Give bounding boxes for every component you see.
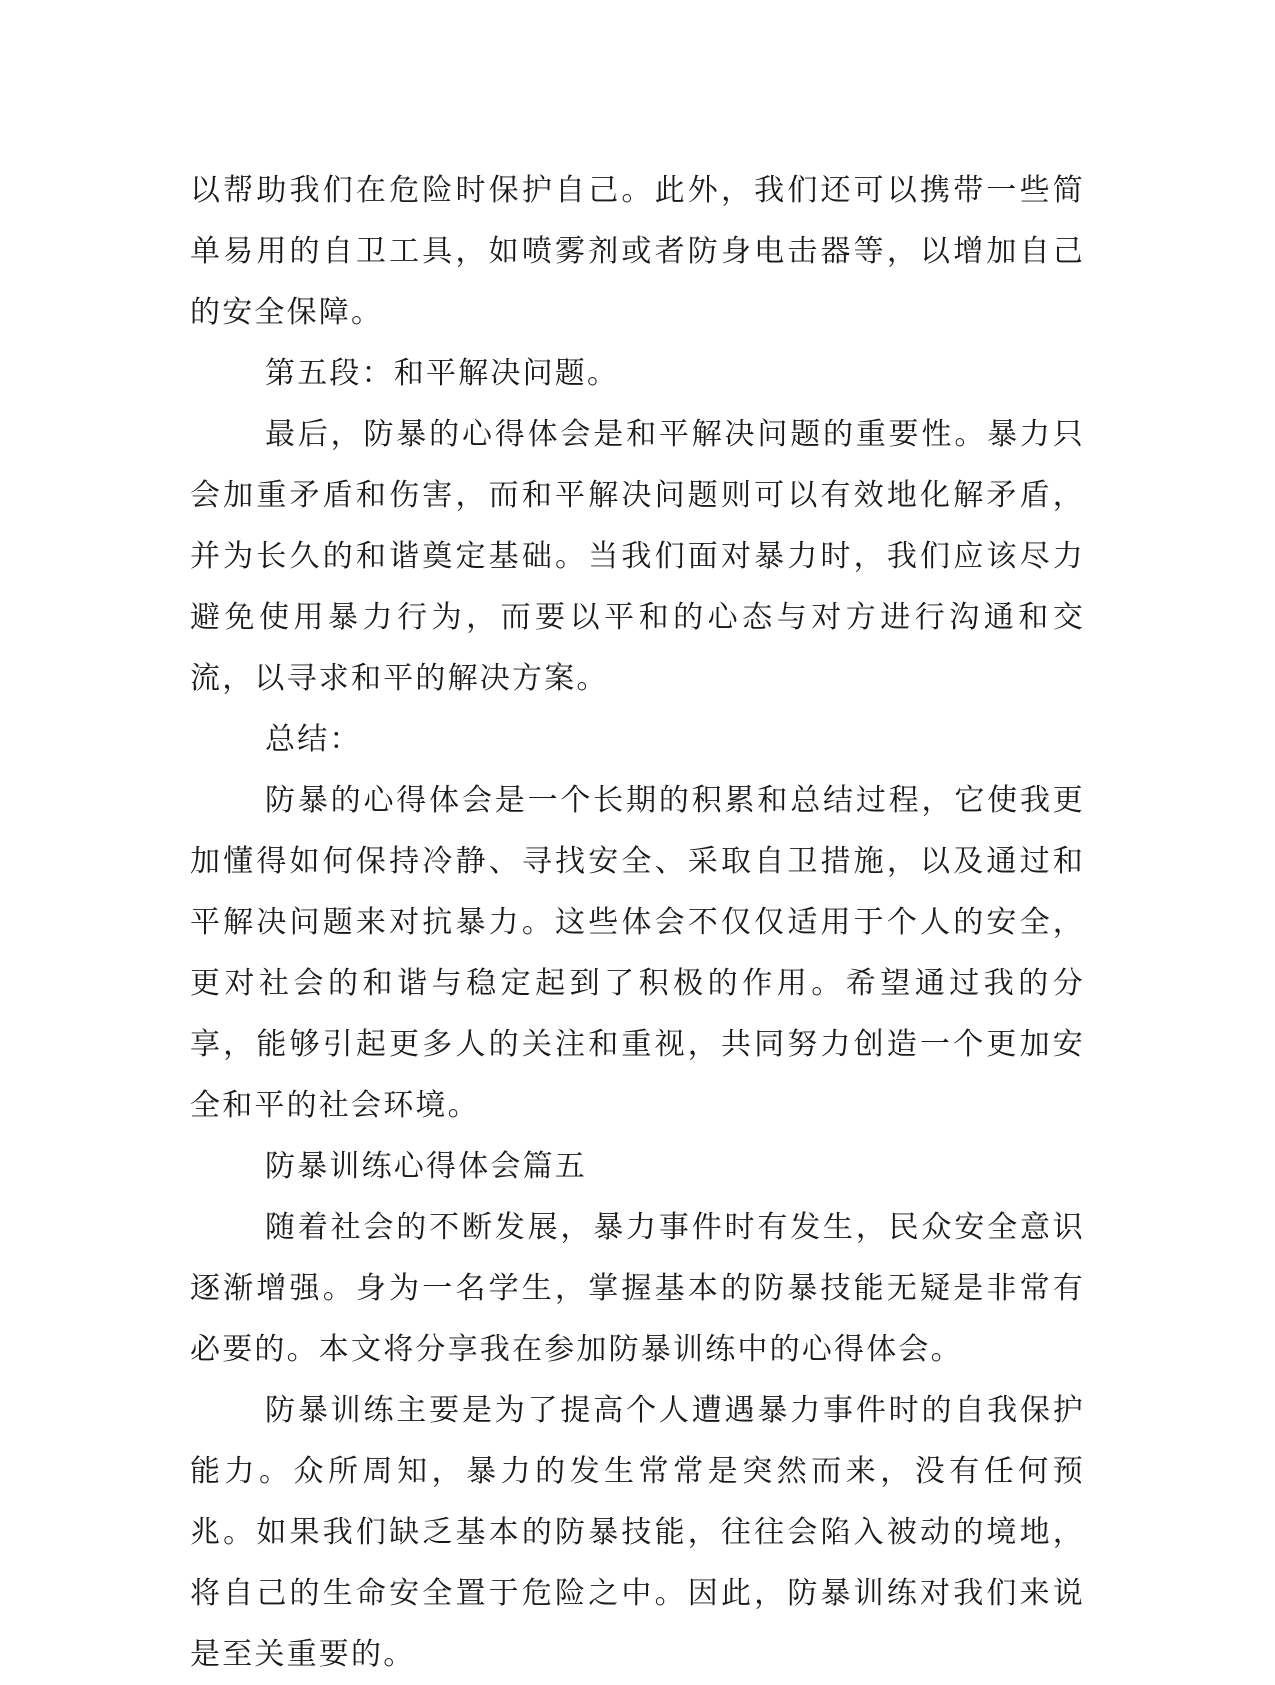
paragraph-peaceful-resolution: 最后，防暴的心得体会是和平解决问题的重要性。暴力只会加重矛盾和伤害，而和平解决问题则可以有效地化解矛盾，并为长久的和谐奠定基础。当我们面对暴力时，我们应该尽力避免使用暴力行为，而要以平和的心态与对方进行沟通和交流，以寻求和平的解决方案。	[190, 417, 1085, 696]
section-heading-part-five: 第五段：和平解决问题。	[265, 356, 620, 391]
paragraph-training-purpose: 防暴训练主要是为了提高个人遭遇暴力事件时的自我保护能力。众所周知，暴力的发生常常是突然而来，没有任何预兆。如果我们缺乏基本的防暴技能，往往会陷入被动的境地，将自己的生命安全置于危险之中。因此，防暴训练对我们来说是至关重要的。	[190, 1393, 1085, 1672]
body-text	[190, 160, 1085, 1685]
section-heading-summary: 总结：	[265, 722, 362, 757]
article-title-part-five: 防暴训练心得体会篇五	[265, 1149, 587, 1184]
paragraph-intro: 随着社会的不断发展，暴力事件时有发生，民众安全意识逐渐增强。身为一名学生，掌握基本的防暴技能无疑是非常有必要的。本文将分享我在参加防暴训练中的心得体会。	[190, 1210, 1085, 1367]
paragraph-summary: 防暴的心得体会是一个长期的积累和总结过程，它使我更加懂得如何保持冷静、寻找安全、采取自卫措施，以及通过和平解决问题来对抗暴力。这些体会不仅仅适用于个人的安全，更对社会的和谐与稳定起到了积极的作用。希望通过我的分享，能够引起更多人的关注和重视，共同努力创造一个更加安全和平的社会环境。	[190, 783, 1085, 1123]
paragraph-continuation: 以帮助我们在危险时保护自己。此外，我们还可以携带一些简单易用的自卫工具，如喷雾剂或者防身电击器等，以增加自己的安全保障。	[190, 173, 1085, 330]
